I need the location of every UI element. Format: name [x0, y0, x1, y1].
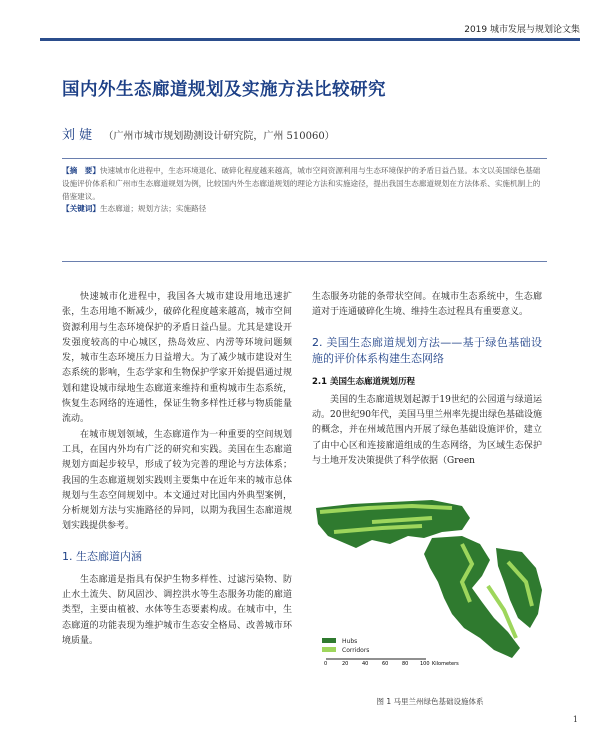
- body-paragraph: 生态服务功能的条带状空间。在城市生态系统中，生态廊道对于连通破碎化生境、维持生态过程具有重要意义。: [312, 292, 542, 318]
- scale-tick-label: 60: [382, 661, 389, 666]
- abstract-box: [62, 158, 547, 262]
- body-paragraph: 在城市规划领域，生态廊道作为一种重要的空间规划工具，在国内外均有广泛的研究和实践。美国在生态廊道规划方面起步较早，形成了较为完善的理论与方法体系；我国的生态廊道规划实践则主要集中在近年来的城市总体规划与生态空间规划中。本文通过对比国内外典型案例，分析规划方法与实施路径的异同，以期为我国生态廊道规划实践提供参考。: [62, 429, 292, 532]
- scale-tick-label: 20: [342, 661, 349, 666]
- figure-caption: 图 1 马里兰州绿色基础设施体系: [376, 697, 484, 706]
- section-heading: 1. 生态廊道内涵: [62, 549, 142, 563]
- author-affiliation: （广州市城市规划勘测设计研究院，广州 510060）: [103, 131, 335, 142]
- subsection-heading: 2.1 美国生态廊道规划历程: [312, 376, 416, 387]
- scale-tick-label: 80: [402, 661, 409, 666]
- header-rule: [40, 38, 580, 41]
- legend-hubs-swatch: [322, 638, 336, 643]
- body-paragraph: 生态廊道是指具有保护生物多样性、过滤污染物、防止水土流失、防风固沙、调控洪水等生态服务功能的廊道类型，主要由植被、水体等生态要素构成。在城市中，生态廊道的功能表现为维护城市生态安全格局、改善城市环境质量。: [62, 574, 292, 646]
- abstract-label: 【摘 要】: [62, 166, 100, 175]
- scale-tick-label: 100: [420, 661, 430, 666]
- body-paragraph: 美国的生态廊道规划起源于19世纪的公园道与绿道运动。20世纪90年代，美国马里兰州率先提出绿色基础设施的概念，并在州域范围内开展了绿色基础设施评价，建立了由中心区和连接廊道组成的生态网络，为区域生态保护与土地开发决策提供了科学依据（Green: [312, 394, 542, 467]
- abstract-text: 快速城市化进程中，生态环境退化、破碎化程度越来越高，城市空间资源利用与生态环境保护的矛盾日益凸显。本文以美国绿色基础设施评价体系和广州市生态廊道规划为例，比较国内外生态廊道规划的理论方法和实施途径，提出我国生态廊道规划在方法体系、实施机制上的借鉴建议。: [62, 166, 541, 201]
- maryland-green-infrastructure-map: [312, 478, 548, 666]
- legend-hubs-label: Hubs: [342, 638, 358, 645]
- body-paragraph: 快速城市化进程中，我国各大城市建设用地迅速扩张，生态用地不断减少，破碎化程度越来越高，城市空间资源利用与生态环境保护的矛盾日益凸显。尤其是建设开发强度较高的中心城区，热岛效应、内涝等环境问题频发，城市生态环境压力日益增大。为了减少城市建设对生态系统的影响，生态学家和生物保护学家开始提倡通过规划和建设城市绿地生态廊道来维持和重构城市生态系统，恢复生态网络的连通性，保证生物多样性迁移与物质能量流动。: [62, 292, 292, 425]
- scale-tick-label: 40: [362, 661, 369, 666]
- running-header: 2019 城市发展与规划论文集: [464, 25, 580, 35]
- paper-title: 国内外生态廊道规划及实施方法比较研究: [62, 80, 386, 100]
- author-name: 刘 婕: [62, 128, 93, 143]
- section-heading: 2. 美国生态廊道规划方法——基于绿色基础设施的评价体系构建生态网络: [312, 335, 542, 365]
- keywords-label: 【关键词】: [62, 204, 100, 214]
- legend-corridors-swatch: [322, 647, 336, 652]
- author-row: [62, 124, 335, 143]
- right-column: [312, 290, 542, 469]
- keywords-text: 生态廊道；规划方法；实施路径: [99, 204, 207, 214]
- scale-tick-label: 0: [324, 661, 328, 666]
- left-column: [62, 290, 292, 649]
- legend-corridors-label: Corridors: [342, 647, 370, 654]
- scale-unit-label: Kilometers: [432, 661, 459, 666]
- page-number: 1: [572, 715, 578, 724]
